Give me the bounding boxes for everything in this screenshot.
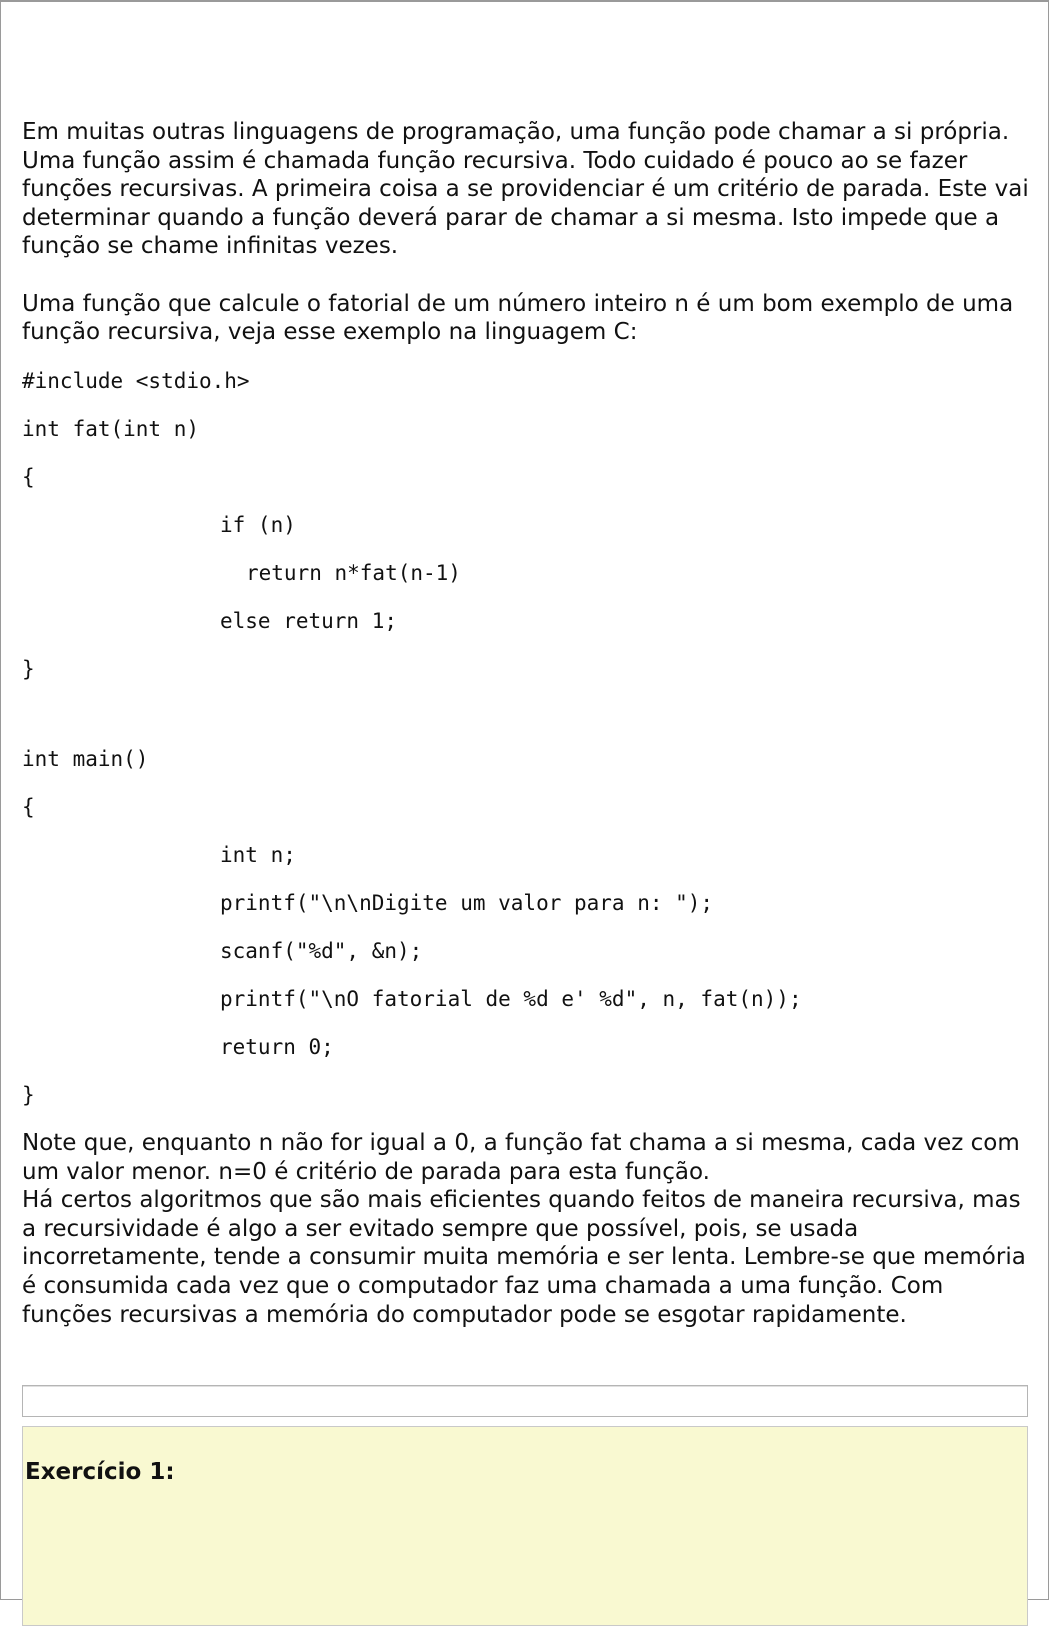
exercise-box — [22, 1426, 1028, 1626]
code-line-else: else return 1; — [220, 609, 398, 633]
empty-box — [22, 1385, 1028, 1417]
code-line-printf-result: printf("\nO fatorial de %d e' %d", n, fat(n)); — [220, 987, 802, 1011]
code-line-fat-signature: int fat(int n) — [22, 417, 200, 441]
code-line-scanf: scanf("%d", &n); — [220, 939, 423, 963]
code-line-return-zero: return 0; — [220, 1035, 334, 1059]
code-line-return-recursive: return n*fat(n-1) — [246, 561, 461, 585]
code-line-main-signature: int main() — [22, 747, 149, 771]
notes-paragraph-1: Note que, enquanto n não for igual a 0, a função fat chama a si mesma, cada vez com um valor menor. n=0 é critério de parada para esta função. — [22, 1130, 1020, 1185]
code-line-declare-n: int n; — [220, 843, 296, 867]
code-line-if: if (n) — [220, 513, 296, 537]
intro-text — [22, 118, 1032, 347]
code-line-include: #include <stdio.h> — [22, 369, 250, 393]
code-line-close-brace: } — [22, 657, 35, 681]
intro-paragraph-2: Uma função que calcule o fatorial de um número inteiro n é um bom exemplo de uma função recursiva, veja esse exemplo na linguagem C: — [22, 290, 1014, 346]
notes-paragraph-2: Há certos algoritmos que são mais eficientes quando feitos de maneira recursiva, mas a recursividade é algo a ser evitado sempre que possível, pois, se usada incorretamente, tende a consumir muita memória e ser lenta. Lembre-se que memória é consumida cada vez que o computador faz uma chamada a uma função. Com funções recursivas a memória do computador pode se esgotar rapidamente. — [22, 1187, 1026, 1328]
exercise-title: Exercício 1: — [25, 1459, 175, 1485]
notes-text — [22, 1129, 1032, 1329]
code-line-open-brace: { — [22, 465, 35, 489]
code-line-printf-prompt: printf("\n\nDigite um valor para n: "); — [220, 891, 714, 915]
intro-paragraph-1: Em muitas outras linguagens de programação, uma função pode chamar a si própria. Uma função assim é chamada função recursiva. Todo cuidado é pouco ao se fazer funções recursivas. A primeira coisa a se providenciar é um critério de parada. Este vai determinar quando a função deverá parar de chamar a si mesma. Isto impede que a função se chame infinitas vezes. — [22, 119, 1029, 260]
code-line-open-brace: { — [22, 795, 35, 819]
code-line-close-brace: } — [22, 1083, 35, 1107]
